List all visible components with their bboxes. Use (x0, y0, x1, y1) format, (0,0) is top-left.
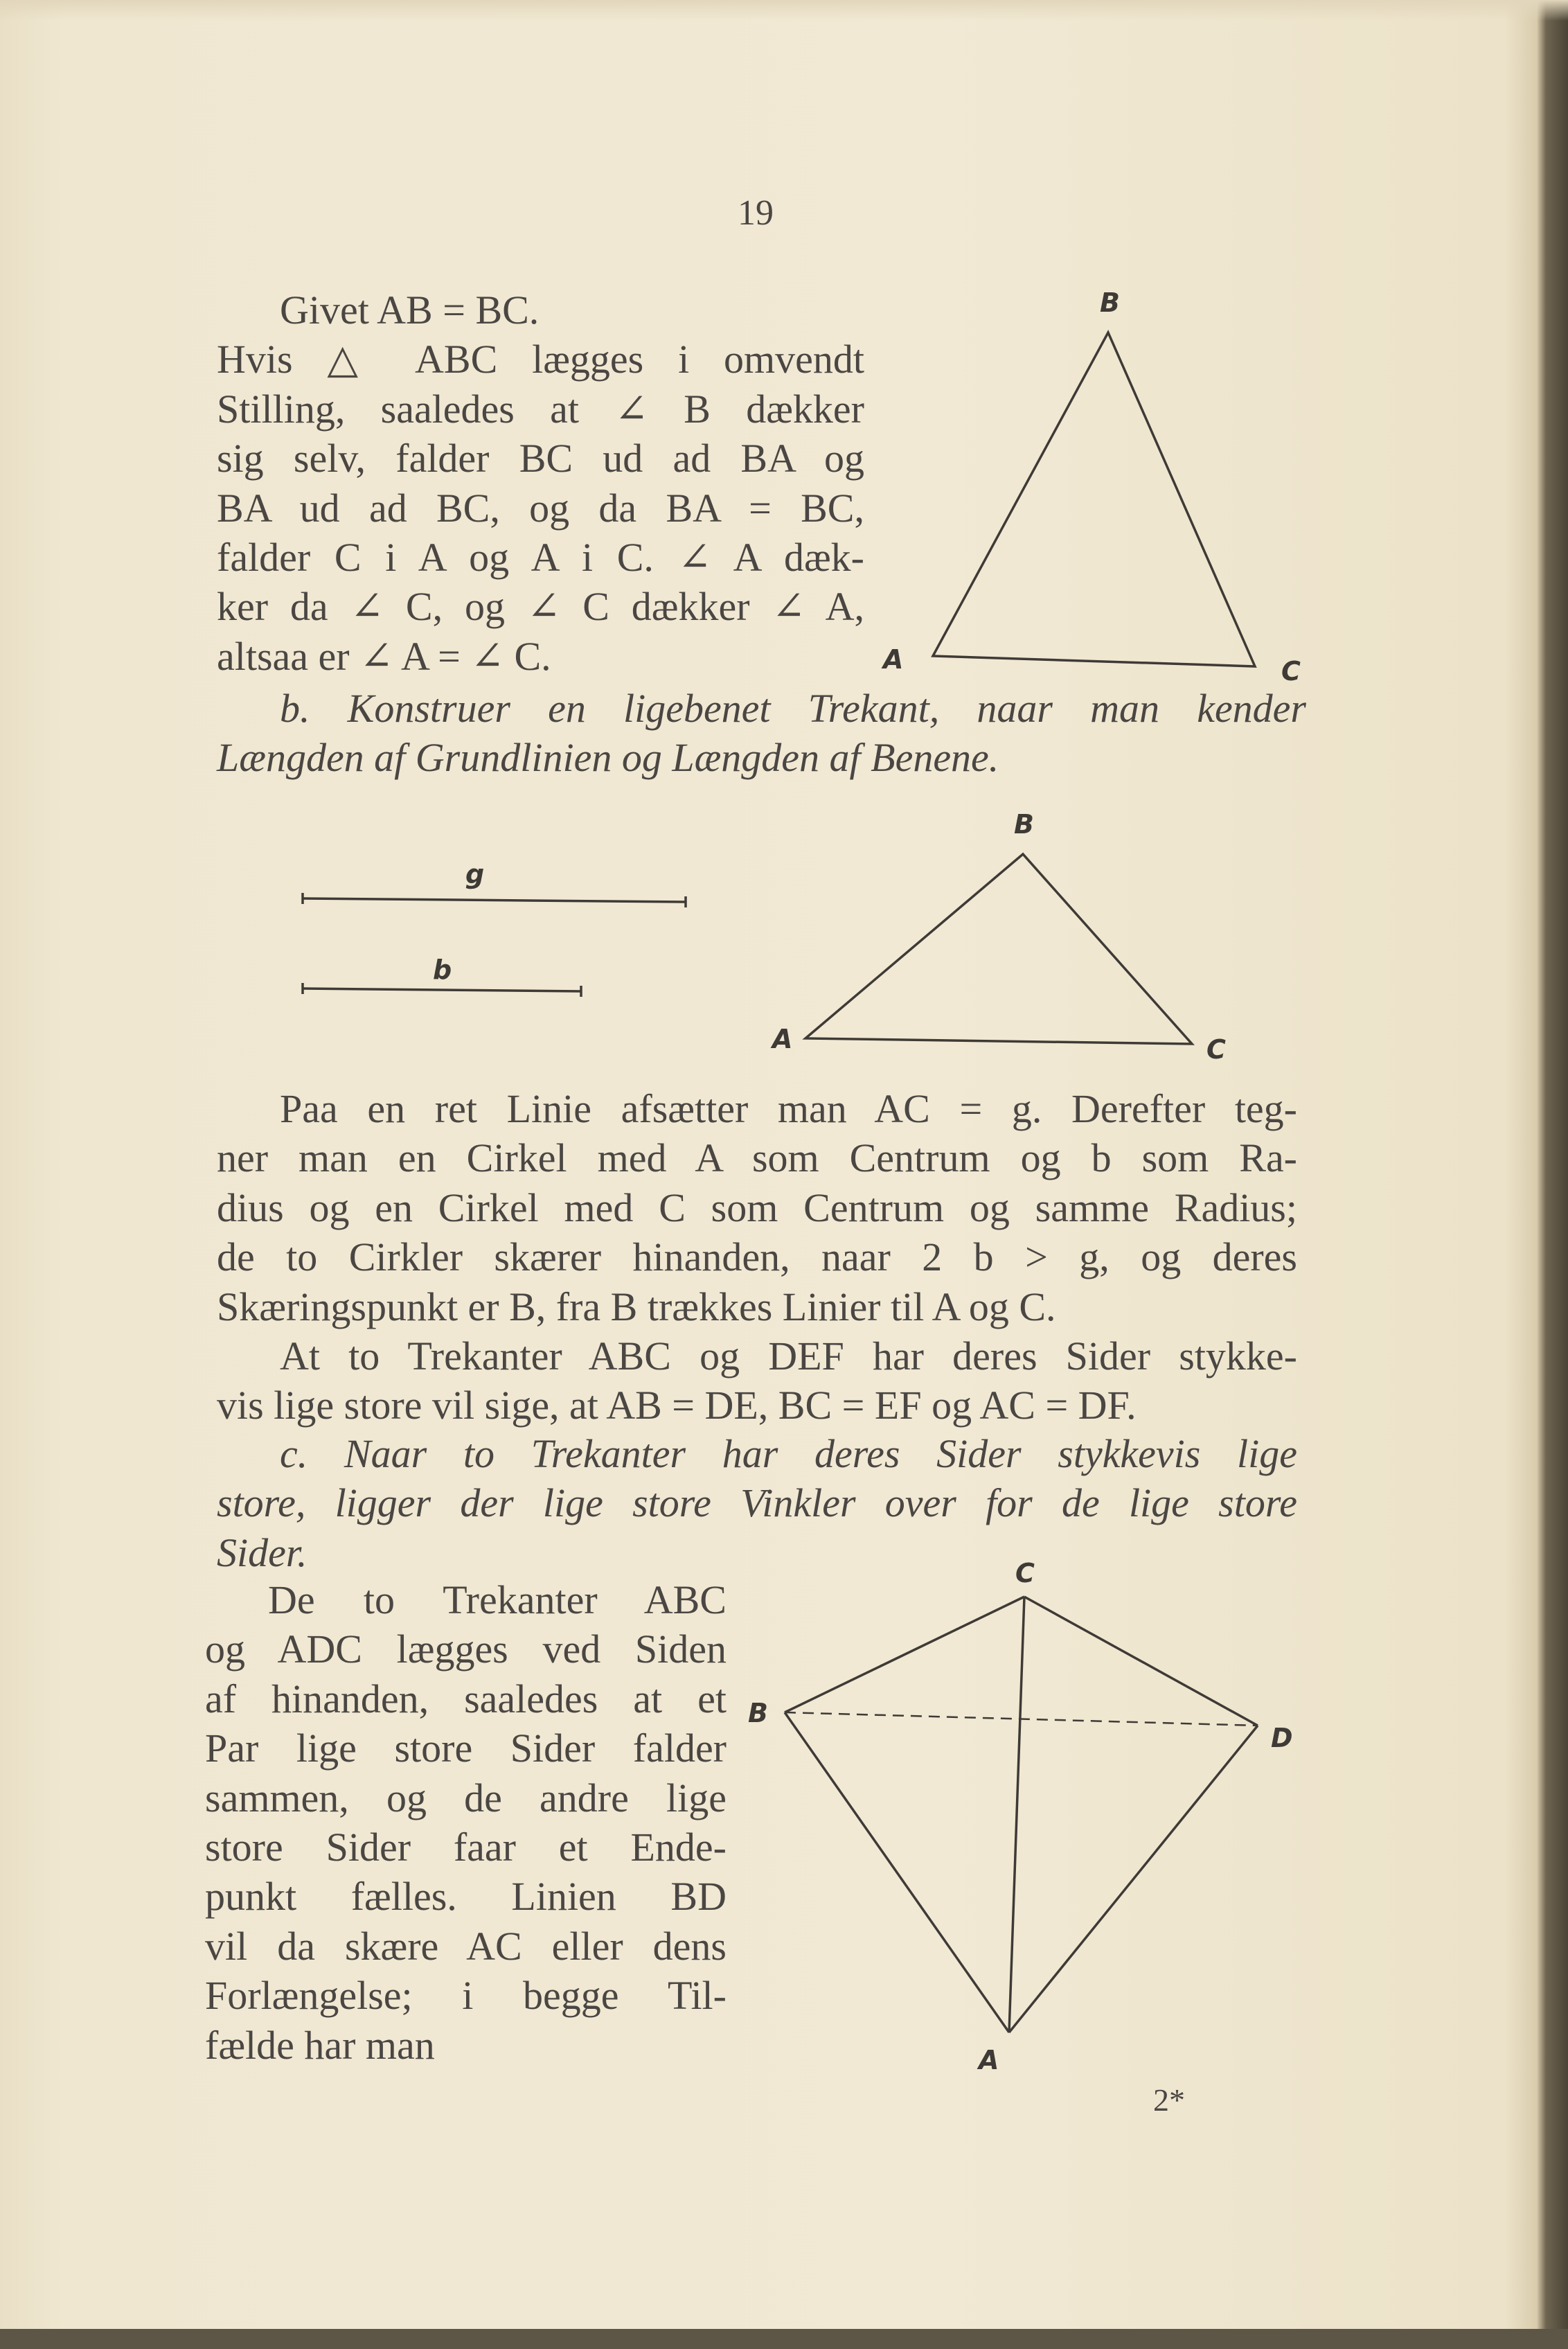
quad-side-cd (1024, 1597, 1258, 1726)
label-segment-g: g (465, 859, 485, 889)
text-line: sammen, og de andre lige (205, 1775, 727, 1820)
segment-b (303, 989, 581, 991)
quad-diagonal-ac (1009, 1597, 1024, 2032)
text-line: c. Naar to Trekanter har deres Sider stykkevis lige (280, 1431, 1297, 1476)
label-t1-b: B (1100, 287, 1120, 318)
text-line: Givet AB = BC. (280, 287, 540, 333)
label-quad-d: D (1271, 1723, 1293, 1753)
text-line: vis lige store vil sige, at AB = DE, BC = EF og AC = DF. (217, 1383, 1137, 1428)
label-segment-b: b (433, 955, 452, 985)
text-line: vil da skære AC eller dens (205, 1923, 727, 1969)
text-line: og ADC lægges ved Siden (205, 1626, 727, 1672)
text-line: ner man en Cirkel med A som Centrum og b som Ra- (217, 1135, 1297, 1181)
label-t2-b: B (1014, 809, 1034, 840)
label-t1-c: C (1281, 656, 1301, 686)
text-line: dius og en Cirkel med C som Centrum og samme Radius; (217, 1185, 1297, 1230)
text-line: Skæringspunkt er B, fra B trækkes Linier til A og C. (217, 1284, 1056, 1329)
text-line: fælde har man (205, 2022, 435, 2068)
signature-mark: 2* (1153, 2082, 1185, 2118)
segment-g (303, 898, 686, 902)
quad-side-ba (785, 1712, 1009, 2032)
text-line: BA ud ad BC, og da BA = BC, (217, 485, 864, 531)
text-line: af hinanden, saaledes at et (205, 1676, 727, 1721)
label-t2-a: A (772, 1024, 793, 1054)
text-line: De to Trekanter ABC (268, 1577, 727, 1622)
text-line: Længden af Grundlinien og Længden af Benene. (217, 735, 999, 781)
text-line: ker da ∠ C, og ∠ C dækker ∠ A, (217, 584, 864, 630)
quad-side-da (1009, 1726, 1258, 2032)
text-line: store, ligger der lige store Vinkler over for de lige store (217, 1480, 1297, 1526)
text-line: Par lige store Sider falder (205, 1726, 727, 1771)
text-line: b. Konstruer en ligebenet Trekant, naar man kender (280, 686, 1306, 731)
text-line: store Sider faar et Ende- (205, 1824, 727, 1870)
text-line: altsaa er ∠ A = ∠ C. (217, 633, 551, 679)
text-line: Paa en ret Linie afsætter man AC = g. Derefter teg- (280, 1086, 1297, 1131)
label-t2-c: C (1206, 1034, 1226, 1065)
triangle-abc-isosceles (933, 333, 1255, 666)
text-line: sig selv, falder BC ud ad BA og (217, 436, 864, 481)
text-line: Forlængelse; i begge Til- (205, 1973, 727, 2019)
page-number: 19 (738, 193, 774, 233)
text-line: Hvis △ ABC lægges i omvendt (217, 337, 864, 382)
label-quad-a: A (979, 2045, 999, 2075)
label-quad-c: C (1015, 1558, 1035, 1588)
text-line: falder C i A og A i C. ∠ A dæk- (217, 534, 864, 580)
quad-side-bc (785, 1597, 1024, 1712)
text-line: punkt fælles. Linien BD (205, 1874, 727, 1920)
label-quad-b: B (748, 1698, 768, 1728)
triangle-abc-constructed (805, 854, 1192, 1044)
label-t1-a: A (883, 644, 904, 675)
text-line: At to Trekanter ABC og DEF har deres Sider stykke- (280, 1333, 1297, 1379)
text-line: Stilling, saaledes at ∠ B dækker (217, 386, 864, 432)
text-line: Sider. (217, 1530, 308, 1575)
text-line: de to Cirkler skærer hinanden, naar 2 b > g, og deres (217, 1234, 1297, 1280)
